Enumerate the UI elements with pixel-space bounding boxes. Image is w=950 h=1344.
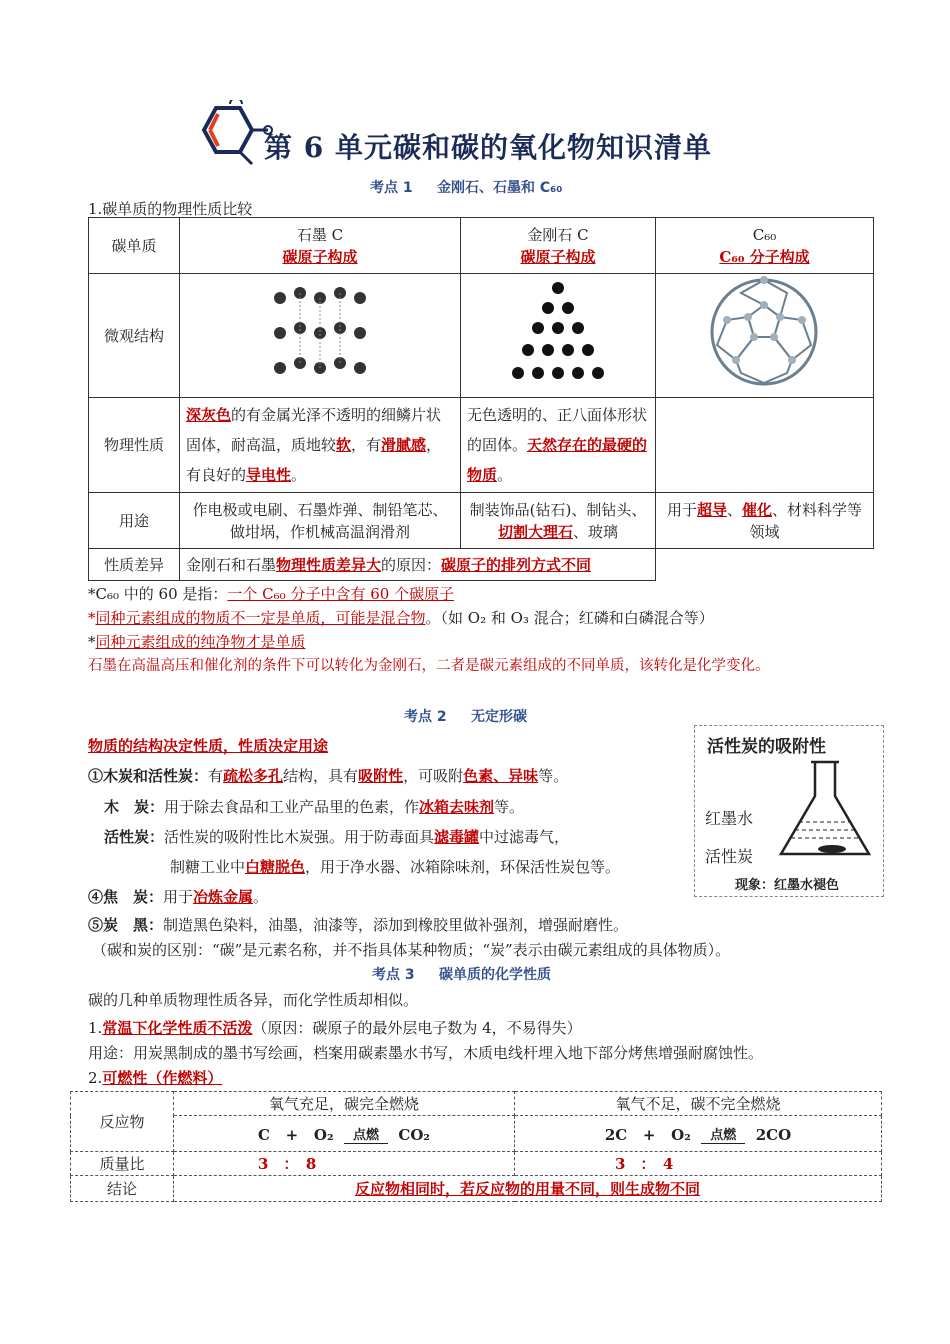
diff-reason: 金刚石和石墨物理性质差异大的原因：碳原子的排列方式不同	[180, 549, 656, 581]
header-conclusion: 结论	[71, 1176, 174, 1202]
ratio-partial: 3 ： 4	[515, 1152, 882, 1176]
page-title: 第 6 单元碳和碳的氧化物知识清单	[264, 131, 712, 164]
figure-caption: 现象：红墨水褪色	[735, 878, 840, 893]
label-activated-carbon: 活性炭	[705, 847, 754, 866]
graphite-header: 石墨 C 碳原子构成	[180, 218, 461, 274]
conclusion-text: 反应物相同时，若反应物的用量不同，则生成物不同	[174, 1176, 882, 1202]
charcoal-line: ①木炭和活性炭：有疏松多孔结构，具有吸附性，可吸附色素、异味等。	[88, 767, 569, 785]
note-c60: *C₆₀ 中的 60 是指：一个 C₆₀ 分子中含有 60 个碳原子	[88, 585, 455, 603]
header-phys: 物理性质	[89, 398, 180, 493]
figure-title: 活性炭的吸附性	[707, 737, 826, 757]
flask-icon	[777, 760, 873, 860]
stability-uses: 用途：用炭黑制成的墨书写绘画，档案用碳素墨水书写，木质电线杆埋入地下部分烤焦增强耐腐蚀性。	[88, 1044, 764, 1062]
chem-intro: 碳的几种单质物理性质各异，而化学性质却相似。	[88, 991, 419, 1009]
wood-charcoal-line: 木 炭：用于除去食品和工业产品里的色素，作冰箱去味剂等。	[104, 798, 525, 816]
label-red-ink: 红墨水	[705, 809, 754, 828]
coke-line: ④焦 炭：用于冶炼金属。	[88, 888, 269, 906]
header-reactant: 反应物	[71, 1092, 174, 1152]
full-combustion-header: 氧气充足，碳完全燃烧	[174, 1092, 515, 1116]
sec1-heading: 1.碳单质的物理性质比较	[88, 200, 253, 218]
note-element: *同种元素组成的物质不一定是单质，可能是混合物。（如 O₂ 和 O₃ 混合；红磷和白磷混合等）	[88, 609, 714, 627]
kp3-heading: 考点 3 碳单质的化学性质	[372, 967, 551, 983]
graphite-structure-image	[180, 274, 461, 398]
diamond-phys: 无色透明的、正八面体形状的固体。天然存在的最硬的物质。	[461, 398, 656, 493]
kp1-heading: 考点 1 金刚石、石墨和 C₆₀	[370, 180, 563, 196]
c60-phys	[656, 398, 874, 493]
graphite-phys: 深灰色的有金属光泽不透明的细鳞片状固体，耐高温，质地较软，有滑腻感，有良好的导电性。	[180, 398, 461, 493]
carbon-black-line: ⑤炭 黑：制造黑色染料，油墨，油漆等，添加到橡胶里做补强剂，增强耐磨性。	[88, 916, 629, 934]
header-diff: 性质差异	[89, 549, 180, 581]
activated-carbon-line-2: 制糖工业中白糖脱色，用于净水器、冰箱除味剂，环保活性炭包等。	[170, 858, 621, 876]
diamond-use: 制装饰品(钻石)、制钻头、切割大理石、玻璃	[461, 493, 656, 549]
partial-combustion-header: 氧气不足，碳不完全燃烧	[515, 1092, 882, 1116]
note-pure: *同种元素组成的纯净物才是单质	[88, 633, 306, 651]
kp2-heading: 考点 2 无定形碳	[404, 709, 527, 725]
ratio-full: 3 ： 8	[174, 1152, 515, 1176]
c60-structure-image	[656, 274, 874, 398]
carbon-comparison-table	[88, 217, 874, 581]
adsorption-figure	[694, 725, 884, 897]
diamond-header: 金刚石 C 碳原子构成	[461, 218, 656, 274]
combustibility-line: 2.可燃性（作燃料）	[88, 1069, 223, 1087]
note-transform: 石墨在高温高压和催化剂的条件下可以转化为金刚石，二者是碳元素组成的不同单质，该转化是化学变化。	[88, 658, 770, 674]
c60-use: 用于超导、催化、材料科学等领域	[656, 493, 874, 549]
header-use: 用途	[89, 493, 180, 549]
header-mass-ratio: 质量比	[71, 1152, 174, 1176]
combustion-table	[70, 1091, 882, 1202]
carbon-char-note: （碳和炭的区别：“碳”是元素名称，并不指具体某种物质；“炭”表示由碳元素组成的具体物质）。	[92, 941, 731, 959]
stability-line: 1.常温下化学性质不活泼（原因：碳原子的最外层电子数为 4，不易得失）	[88, 1019, 582, 1037]
equation-full: C + O₂ 点燃 CO₂	[174, 1116, 515, 1152]
diamond-structure-image	[461, 274, 656, 398]
header-substance: 碳单质	[89, 218, 180, 274]
equation-partial: 2C + O₂ 点燃 2CO	[515, 1116, 882, 1152]
header-micro: 微观结构	[89, 274, 180, 398]
structure-principle: 物质的结构决定性质，性质决定用途	[88, 737, 329, 755]
c60-header: C₆₀ C₆₀ 分子构成	[656, 218, 874, 274]
activated-carbon-line: 活性炭：活性炭的吸附性比木炭强。用于防毒面具滤毒罐中过滤毒气，	[104, 828, 570, 846]
graphite-use: 作电极或电刷、石墨炸弹、制铅笔芯、做坩埚，作机械高温润滑剂	[180, 493, 461, 549]
